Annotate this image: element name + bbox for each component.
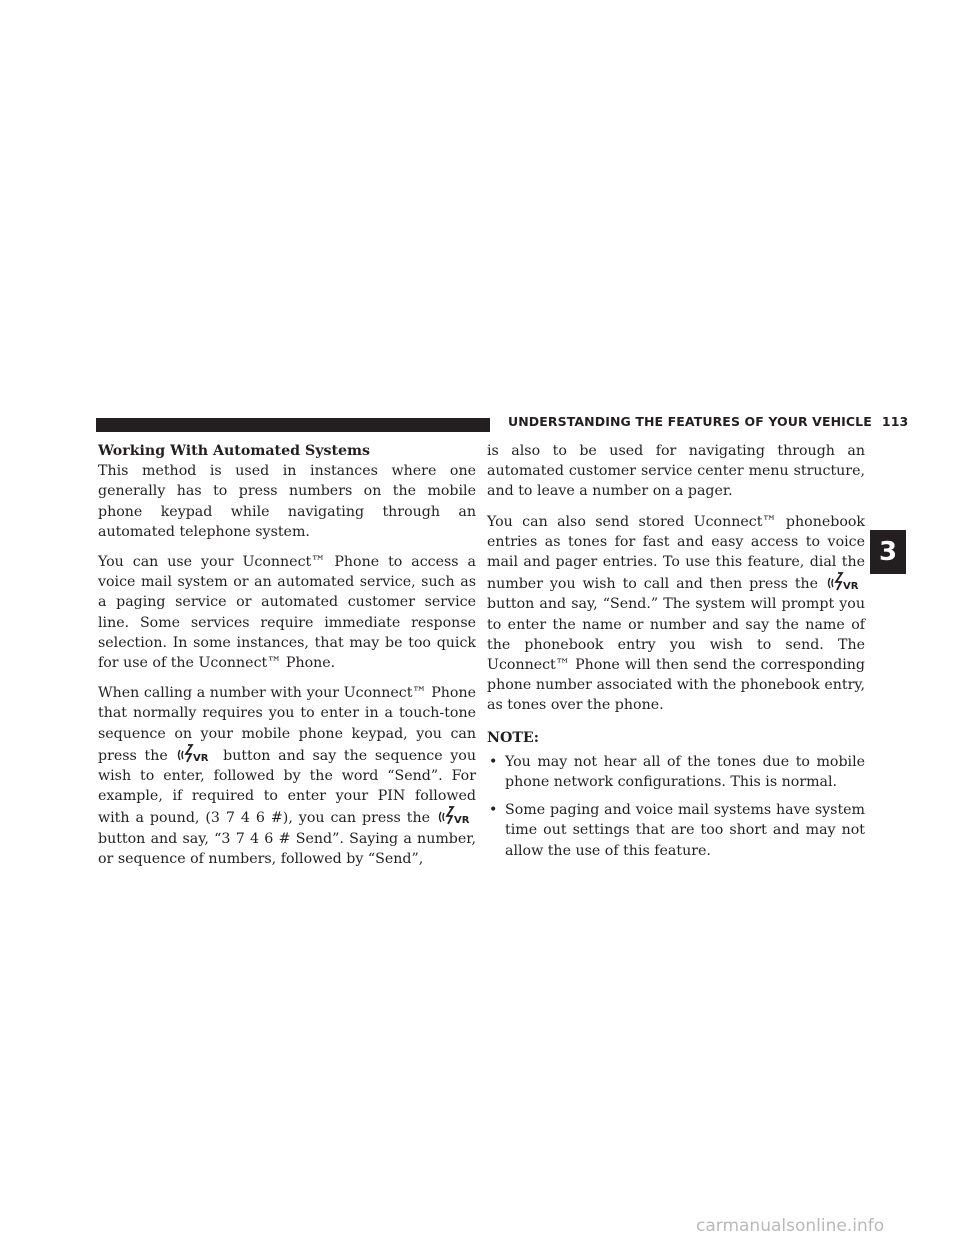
paragraph — [487, 512, 865, 716]
svg-text:VR: VR — [454, 815, 470, 827]
right-column — [487, 441, 865, 869]
paragraph: This method is used in instances where one generally has to press numbers on the mobile phone keypad while navigating through an automated telephone system. — [98, 463, 476, 540]
list-item — [487, 800, 865, 861]
bullet-text: Some paging and voice mail systems have system time out settings that are too short and may not allow the use of this feature. — [505, 802, 865, 859]
paragraph: You can use your Uconnect™ Phone to access a voice mail system or an automated service, such as a paging service or automated customer service line. Some services require immediate response selection. In some instances, that may be too quick for use of the Uconnect™ Phone. — [98, 554, 476, 672]
svg-text:VR: VR — [843, 581, 859, 593]
vr-button-icon — [437, 806, 475, 826]
bullet-text: You may not hear all of the tones due to mobile phone network configurations. This is normal. — [505, 753, 865, 791]
list-item — [487, 752, 865, 792]
section-title: UNDERSTANDING THE FEATURES OF YOUR VEHICLE — [508, 414, 872, 429]
running-header — [508, 414, 908, 429]
left-column — [98, 441, 476, 869]
paragraph: is also to be used for navigating through an automated customer service center menu structure, and to leave a number on a pager. — [487, 443, 865, 500]
bullet-icon: • — [489, 753, 498, 770]
section-heading: Working With Automated Systems — [98, 443, 371, 459]
page-number: 113 — [881, 414, 909, 429]
paragraph — [98, 683, 476, 869]
vr-button-icon — [176, 744, 214, 764]
chapter-tab: 3 — [870, 530, 906, 574]
text-run: You can also send stored Uconnect™ phonebook entries as tones for fast and easy access to voice mail and pager entries. To use this feature, dial the number you wish to call and then press the — [487, 513, 865, 593]
text-run: button and say the sequence you wish to enter, followed by the word “Send”. For example, if required to enter your PIN followed with a pound, (3 7 4 6 #), you can press the — [98, 747, 476, 827]
vr-button-icon — [826, 572, 864, 592]
watermark: carmanualsonline.info — [696, 1216, 885, 1236]
bullet-icon: • — [489, 802, 498, 819]
note-heading: NOTE: — [487, 729, 539, 746]
text-run: button and say, “3 7 4 6 # Send”. Saying a number, or sequence of numbers, followed by “Send”, — [98, 830, 476, 867]
text-run: button and say, “Send.” The system will prompt you to enter the name or number and say the name of the phonebook entry you wish to send. The Uconnect™ Phone will then send the corresponding phone number associated with the phonebook entry, as tones over the phone. — [487, 596, 865, 714]
header-rule — [96, 418, 490, 432]
svg-text:VR: VR — [193, 752, 209, 764]
text-run: When calling a number with your Uconnect™ Phone that normally requires you to enter in a touch-tone sequence on your mobile phone keypad, you can press the — [98, 685, 476, 764]
